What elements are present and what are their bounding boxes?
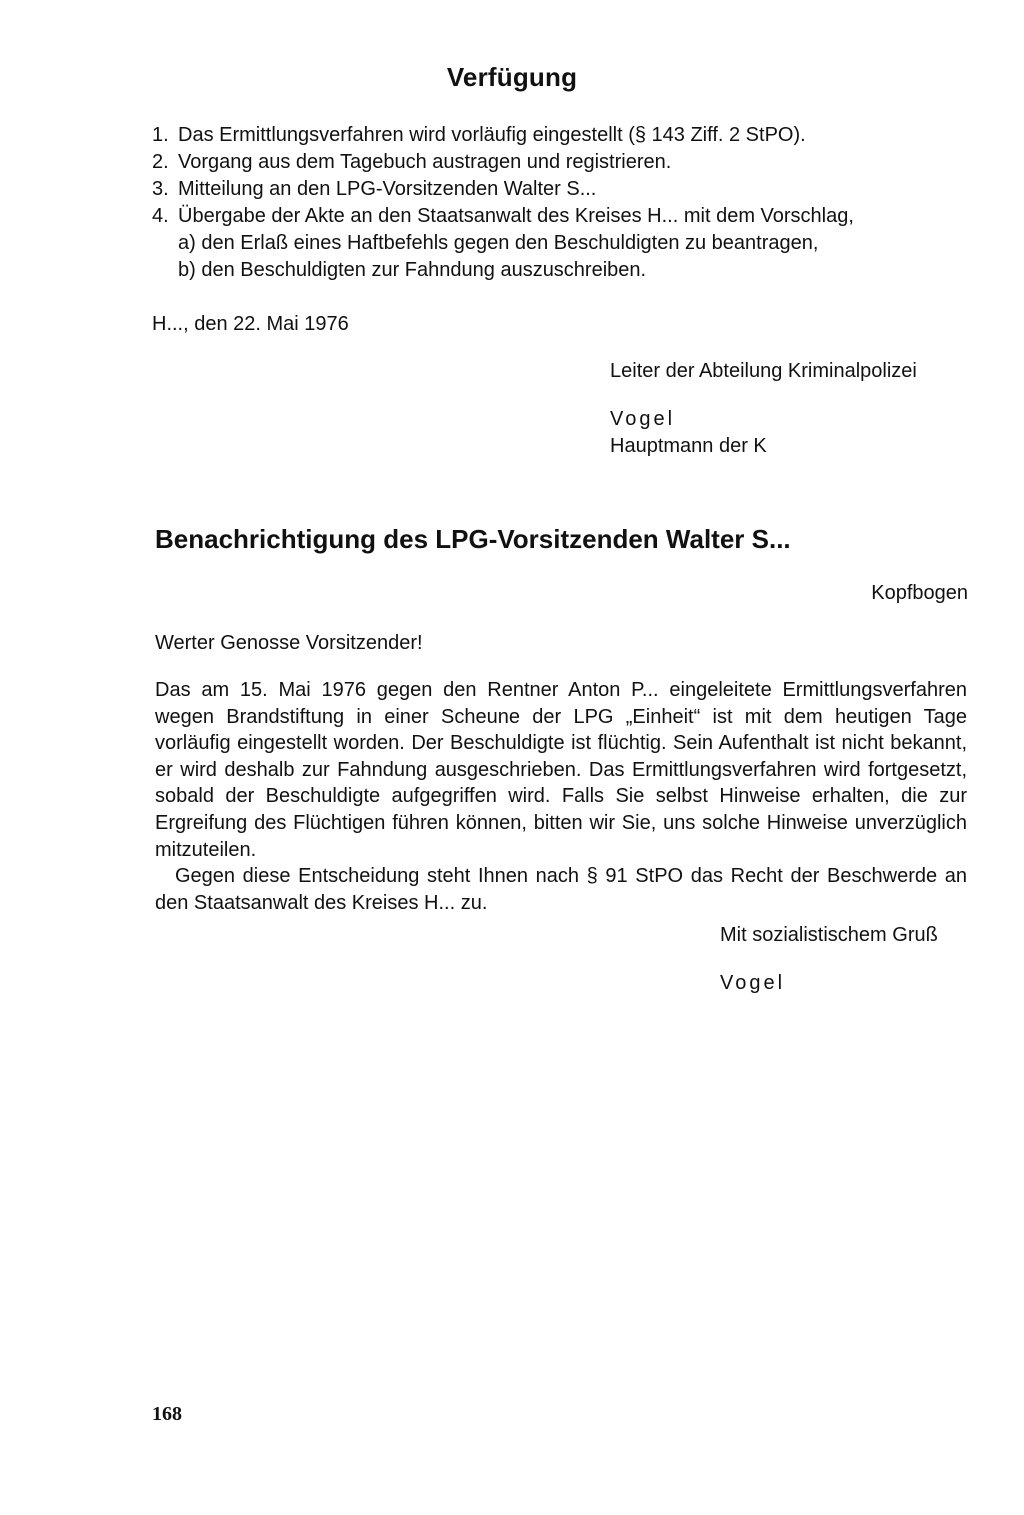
document-title: Verfügung [446, 62, 578, 92]
sub-item: a) den Erlaß eines Haftbefehls gegen den Beschuldigten zu beantragen, [178, 232, 819, 254]
letterhead-note: Kopfbogen [871, 582, 968, 604]
list-item-text: Mitteilung an den LPG-Vorsitzenden Walter S... [178, 178, 597, 200]
sub-item: b) den Beschuldigten zur Fahndung auszuschreiben. [178, 259, 647, 281]
letter-signature: Vogel [720, 972, 786, 994]
letter-body [155, 677, 967, 916]
list-item [152, 176, 972, 203]
list-item [152, 149, 972, 176]
page-number: 168 [152, 1403, 182, 1425]
letter-closing: Mit sozialistischem Gruß [720, 924, 938, 946]
signature-block [610, 358, 917, 460]
list-item-number: 2. [152, 151, 169, 173]
letter-paragraph: Gegen diese Entscheidung steht Ihnen nach § 91 StPO das Recht der Beschwerde an den Staatsanwalt des Kreises H... zu. [155, 865, 967, 914]
list-item-text: Das Ermittlungsverfahren wird vorläufig eingestellt (§ 143 Ziff. 2 StPO). [178, 124, 806, 146]
list-item [152, 122, 972, 149]
letter-greeting: Werter Genosse Vorsitzender! [155, 632, 423, 654]
list-item-text: Übergabe der Akte an den Staatsanwalt des Kreises H... mit dem Vorschlag, [178, 205, 854, 227]
signature-name: Vogel [610, 408, 676, 430]
section-heading: Benachrichtigung des LPG-Vorsitzenden Walter S... [155, 524, 791, 554]
decision-list [152, 122, 972, 284]
list-item-text: Vorgang aus dem Tagebuch austragen und registrieren. [178, 151, 672, 173]
list-item [152, 203, 972, 230]
list-item-number: 3. [152, 178, 169, 200]
signature-rank: Hauptmann der K [610, 435, 767, 457]
document-date: H..., den 22. Mai 1976 [152, 313, 349, 335]
signature-role: Leiter der Abteilung Kriminalpolizei [610, 360, 917, 382]
list-item-number: 4. [152, 205, 169, 227]
letter-paragraph: Das am 15. Mai 1976 gegen den Rentner Anton P... eingeleitete Ermittlungsverfahren wegen Brandstiftung in einer Scheune der LPG „Einheit“ ist mit dem heutigen Tage vorläufig eingestellt worden. Der Beschuldigte ist flüchtig. Sein Aufenthalt ist nicht bekannt, er wird deshalb zur Fahndung ausgeschrieben. Das Ermittlungsverfahren wird fortgesetzt, sobald der Beschuldigte aufgegriffen wird. Falls Sie selbst Hinweise erhalten, die zur Ergreifung des Flüchtigen führen können, bitten wir Sie, uns solche Hinweise unverzüglich mitzuteilen. [155, 679, 967, 861]
list-item-number: 1. [152, 124, 169, 146]
